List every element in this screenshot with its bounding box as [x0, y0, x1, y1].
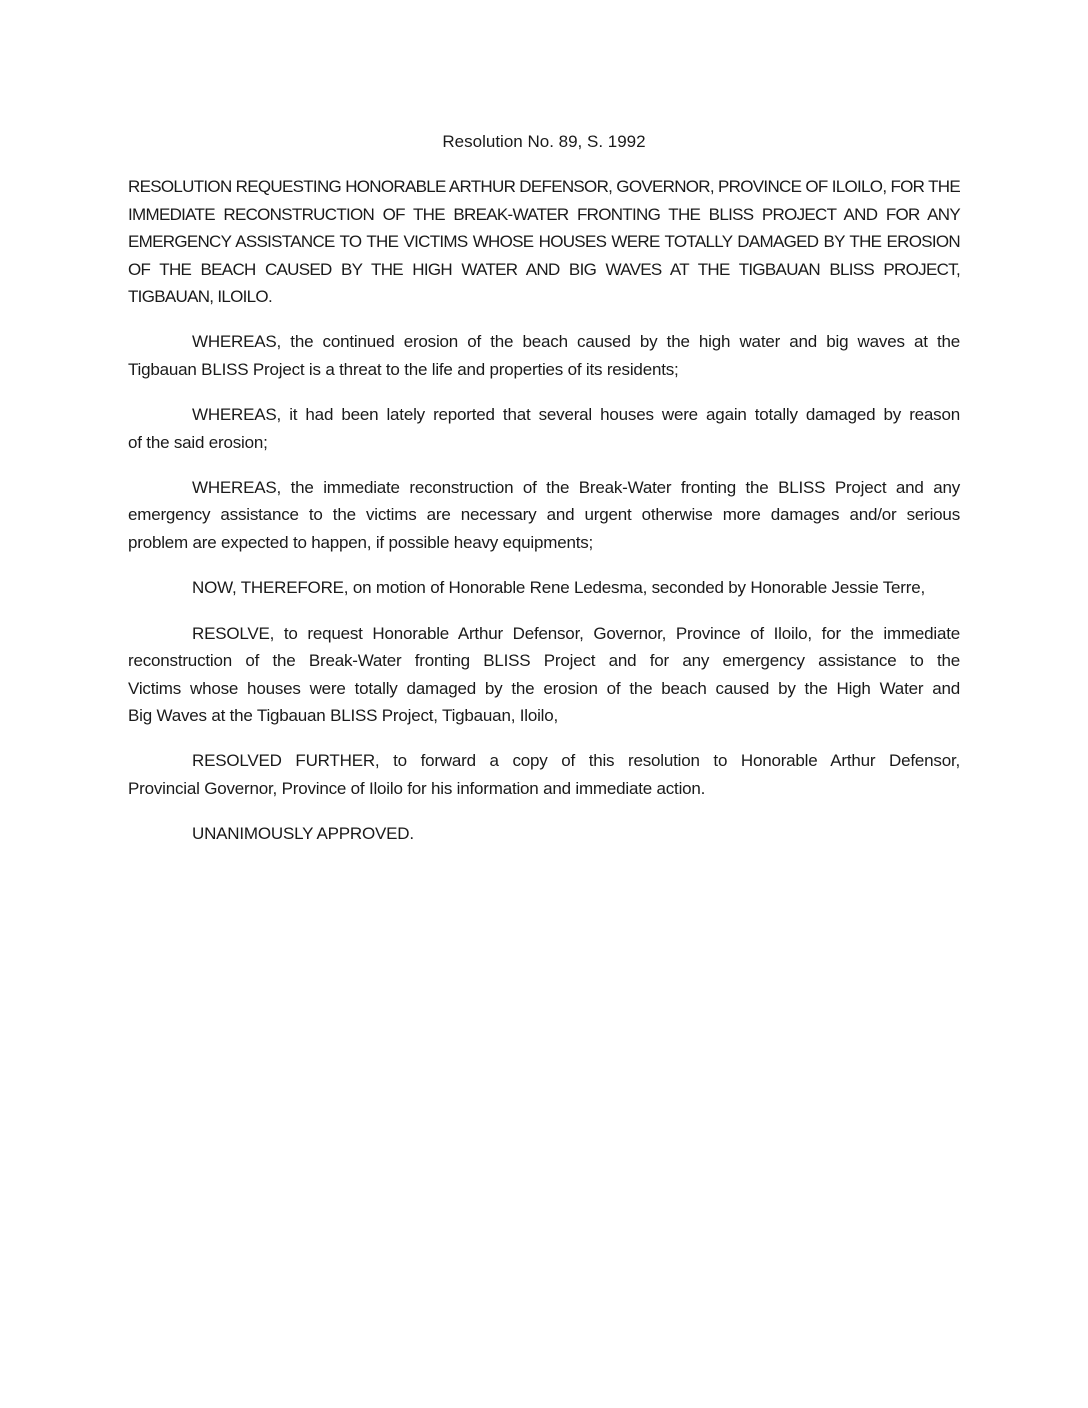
text-line: reconstruction of the Break-Water fronting BLISS Project and for any emergency assistance to the [128, 651, 960, 671]
text-line: NOW, THEREFORE, on motion of Honorable Rene Ledesma, seconded by Honorable Jessie Terre, [192, 578, 925, 598]
text-line: Victims whose houses were totally damaged by the erosion of the beach caused by the High Water and [128, 678, 960, 698]
paragraph-whereas-1 [128, 328, 960, 383]
document-title: Resolution No. 89, S. 1992 [442, 132, 646, 151]
text-line: OF THE BEACH CAUSED BY THE HIGH WATER AND BIG WAVES AT THE TIGBAUAN BLISS PROJECT, [128, 259, 960, 279]
text-line: RESOLVED FURTHER, to forward a copy of this resolution to Honorable Arthur Defensor, [192, 751, 960, 771]
text-line: IMMEDIATE RECONSTRUCTION OF THE BREAK-WATER FRONTING THE BLISS PROJECT AND FOR ANY [128, 204, 960, 224]
paragraph-resolution-heading [128, 173, 960, 310]
paragraph-unanimously-approved [128, 820, 960, 847]
paragraph-resolved-further [128, 747, 960, 802]
text-line: TIGBAUAN, ILOILO. [128, 287, 272, 307]
text-line: Big Waves at the Tigbauan BLISS Project, Tigbauan, Iloilo, [128, 705, 559, 725]
paragraph-now-therefore [128, 574, 960, 601]
text-line: Provincial Governor, Province of Iloilo for his information and immediate action. [128, 778, 706, 798]
text-line: WHEREAS, the continued erosion of the beach caused by the high water and big waves at the [192, 332, 960, 352]
text-line: WHEREAS, the immediate reconstruction of the Break-Water fronting the BLISS Project and any [192, 478, 960, 498]
text-line: problem are expected to happen, if possible heavy equipments; [128, 532, 594, 552]
text-line: UNANIMOUSLY APPROVED. [192, 824, 414, 844]
paragraph-whereas-2 [128, 401, 960, 456]
paragraph-whereas-3 [128, 474, 960, 556]
text-line: RESOLUTION REQUESTING HONORABLE ARTHUR DEFENSOR, GOVERNOR, PROVINCE OF ILOILO, FOR THE [128, 177, 960, 197]
paragraph-resolve [128, 620, 960, 730]
text-line: of the said erosion; [128, 432, 268, 452]
text-line: emergency assistance to the victims are necessary and urgent otherwise more damages and/or serious [128, 505, 960, 525]
text-line: WHEREAS, it had been lately reported that several houses were again totally damaged by reason [192, 405, 960, 425]
text-line: EMERGENCY ASSISTANCE TO THE VICTIMS WHOSE HOUSES WERE TOTALLY DAMAGED BY THE EROSION [128, 232, 960, 252]
text-line: Tigbauan BLISS Project is a threat to the life and properties of its residents; [128, 359, 679, 379]
text-line: RESOLVE, to request Honorable Arthur Defensor, Governor, Province of Iloilo, for the immediate [192, 623, 960, 643]
